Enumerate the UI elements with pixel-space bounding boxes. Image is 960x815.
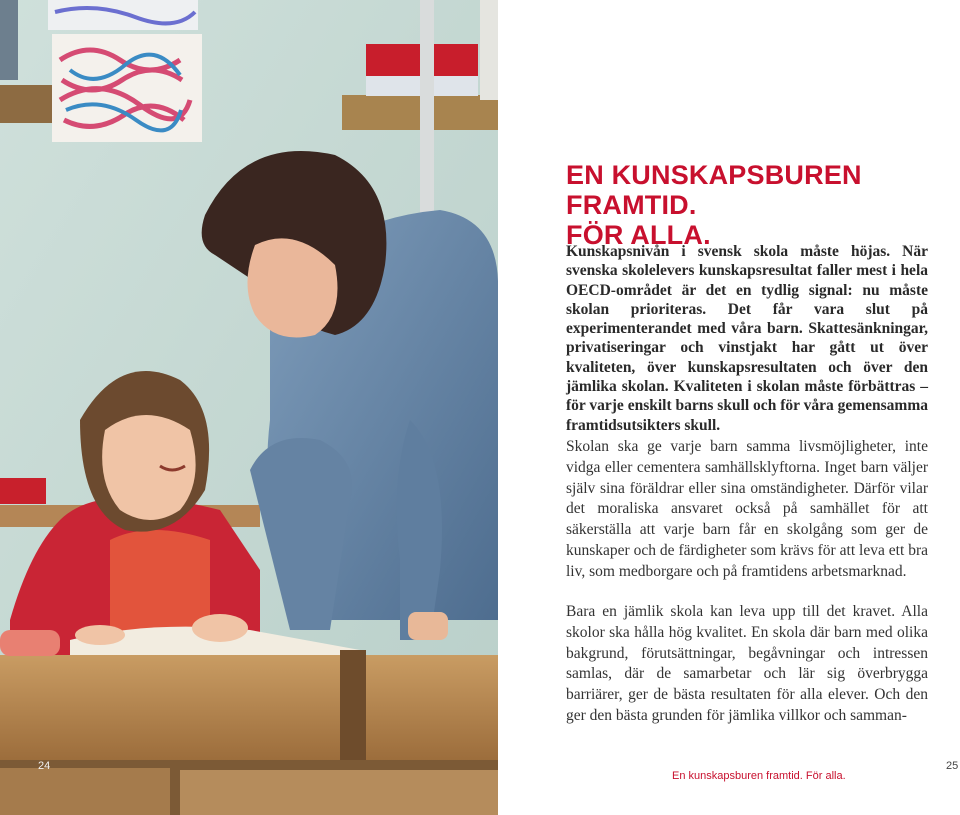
page-heading: [566, 160, 946, 250]
running-footer: En kunskapsburen framtid. För alla.: [672, 770, 846, 782]
page-number-left: 24: [38, 760, 51, 772]
lead-paragraph: Kunskapsnivån i svensk skola måste höjas. När svenska skolelevers kunskapsresultat faller mest i hela OECD-området är det en tydlig signal: nu måste skolan prioriteras. Det får vara slut på experimenterandet med våra barn. Skattesänkningar, privatiseringar och vinstjakt har gått ut över kvaliteten, över kunskapsresultaten och över den jämlika skolan. Kvaliteten i skolan måste förbättras – för varje enskilt barns skull och för våra gemensamma framtidsutsikters skull.: [566, 243, 928, 434]
heading-line-1: EN KUNSKAPSBUREN FRAMTID.: [566, 160, 862, 220]
page-number-right: 25: [946, 760, 959, 772]
body-paragraph-1: Skolan ska ge varje barn samma livsmöjligheter, inte vidga eller cementera samhällsklyftorna. Inget barn väljer själv sina föräldrar eller sina omständigheter. Därför vilar det moraliska ansvaret också på samhället för att säkerställa att varje barn får en skolgång som ger de kunskaper och de färdigheter som krävs för att leva ett bra liv, som medborgare och på framtidens arbetsmarknad.: [566, 438, 928, 580]
body-paragraph-2: Bara en jämlik skola kan leva upp till det kravet. Alla skolor ska hålla hög kvalitet. En skola där barn med olika bakgrund, förutsättningar, begåvningar och intressen samlas, där de samarbetar och lär sig överbrygga barriärer, ger de bästa resultaten för alla elever. Och den ger den bästa grunden för jämlika villkor och samman-: [566, 603, 928, 724]
heading-line-2: FÖR ALLA.: [566, 220, 711, 250]
